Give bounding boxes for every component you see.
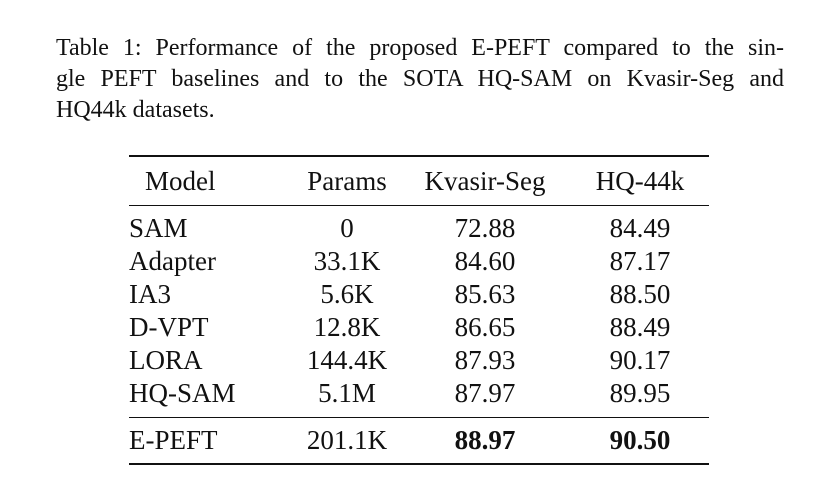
- cell-hq-best: 90.50: [609, 425, 671, 455]
- header-params: Params: [307, 165, 387, 196]
- table-header-row: [129, 156, 709, 206]
- cell-params: 201.1K: [306, 425, 388, 455]
- table-row: [129, 245, 709, 278]
- cell-hq: 88.49: [609, 312, 671, 342]
- table-row: [129, 278, 709, 311]
- cell-params: 33.1K: [313, 246, 381, 276]
- cell-params: 5.1M: [318, 378, 376, 408]
- cell-hq: 84.49: [609, 213, 671, 243]
- table-row: [129, 206, 709, 246]
- cell-params: 0: [340, 213, 354, 243]
- cell-hq: 90.17: [609, 345, 671, 375]
- cell-model: Adapter: [129, 246, 216, 276]
- cell-kvasir: 84.60: [454, 246, 516, 276]
- cell-hq: 89.95: [609, 378, 671, 408]
- header-hq-44k: HQ-44k: [595, 165, 685, 196]
- caption-line-1: Table 1: Performance of the proposed E-PEFT compared to the sin-: [56, 35, 784, 61]
- cell-kvasir: 85.63: [454, 279, 516, 309]
- table-row-proposed: [129, 418, 709, 465]
- cell-kvasir: 87.93: [454, 345, 516, 375]
- table-caption: [56, 33, 784, 126]
- cell-model: IA3: [129, 279, 171, 309]
- cell-kvasir: 86.65: [454, 312, 516, 342]
- table-row: [129, 344, 709, 377]
- cell-kvasir: 87.97: [454, 378, 516, 408]
- header-model: Model: [145, 165, 216, 196]
- cell-model: HQ-SAM: [129, 378, 236, 408]
- header-kvasir-seg: Kvasir-Seg: [424, 165, 546, 196]
- table-row: [129, 377, 709, 418]
- caption-line-2: gle PEFT baselines and to the SOTA HQ-SAM on Kvasir-Seg and: [56, 66, 784, 92]
- cell-model: LORA: [129, 345, 203, 375]
- cell-params: 5.6K: [320, 279, 374, 309]
- cell-model: D-VPT: [129, 312, 209, 342]
- caption-line-3: HQ44k datasets.: [56, 97, 215, 123]
- cell-hq: 87.17: [609, 246, 671, 276]
- results-table: [129, 155, 709, 465]
- cell-model: E-PEFT: [129, 425, 218, 455]
- cell-params: 12.8K: [313, 312, 381, 342]
- cell-model: SAM: [129, 213, 188, 243]
- cell-kvasir-best: 88.97: [454, 425, 516, 455]
- results-table-container: [129, 155, 709, 465]
- table-row: [129, 311, 709, 344]
- cell-params: 144.4K: [306, 345, 388, 375]
- cell-hq: 88.50: [609, 279, 671, 309]
- cell-kvasir: 72.88: [454, 213, 516, 243]
